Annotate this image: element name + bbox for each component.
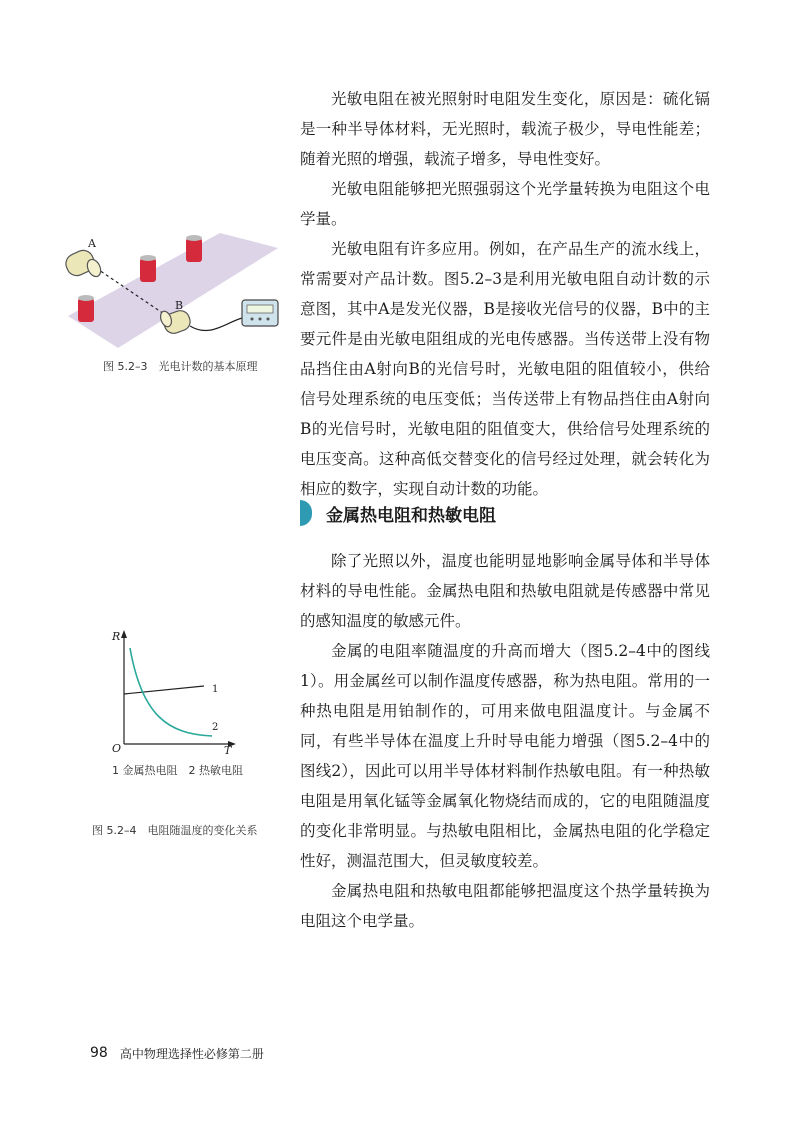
emitter-a-icon: [63, 247, 104, 279]
page-footer: [90, 1045, 264, 1062]
can-icon: [78, 295, 94, 322]
can-icon: [186, 235, 202, 262]
receiver-b-icon: [159, 308, 193, 336]
signal-cable: [190, 318, 242, 331]
counter-device-icon: [242, 300, 278, 326]
intro-text: [300, 84, 710, 504]
paragraph: 除了光照以外，温度也能明显地影响金属导体和半导体材料的导电性能。金属热电阻和热敏电阻就是传感器中常见的感知温度的敏感元件。: [300, 552, 710, 630]
curve-2-thermistor: [130, 648, 212, 736]
section-title: 金属热电阻和热敏电阻: [326, 505, 496, 526]
figure2-legend: 1 金属热电阻 2 热敏电阻: [112, 764, 243, 777]
section-heading: [300, 498, 496, 528]
curve-1-label: 1: [212, 684, 219, 695]
figure1-caption: 图 5.2–3 光电计数的基本原理: [103, 360, 258, 373]
curve-2-label: 2: [212, 722, 219, 733]
page-number: 98: [90, 1045, 108, 1061]
label-b: B: [175, 299, 184, 312]
resistance-temperature-graph: [108, 626, 238, 756]
photoelectric-counter-figure: [60, 228, 280, 348]
section-marker-icon: [300, 500, 312, 526]
paragraph: 金属热电阻和热敏电阻都能够把温度这个热学量转换为电阻这个电学量。: [300, 882, 710, 930]
paragraph: 光敏电阻能够把光照强弱这个光学量转换为电阻这个电学量。: [300, 180, 710, 228]
can-icon: [140, 255, 156, 282]
paragraph: 光敏电阻在被光照射时电阻发生变化，原因是：硫化镉是一种半导体材料，无光照时，载流子极少，导电性能差；随着光照的增强，载流子增多，导电性变好。: [300, 90, 710, 168]
y-axis-arrow-icon: [121, 630, 127, 638]
paragraph: 光敏电阻有许多应用。例如，在产品生产的流水线上，常需要对产品计数。图5.2–3是利用光敏电阻自动计数的示意图，其中A是发光仪器，B是接收光信号的仪器，B中的主要元件是由光敏电阻组成的光电传感器。当传送带上没有物品挡住由A射向B的光信号时，光敏电阻的阻值较小，供给信号处理系统的电压变低；当传送带上有物品挡住由A射向B的光信号时，光敏电阻的阻值变大，供给信号处理系统的电压变高。这种高低交替变化的信号经过处理，就会转化为相应的数字，实现自动计数的功能。: [300, 240, 710, 498]
axis-x-label: T: [224, 744, 232, 756]
axis-y-label: R: [112, 630, 121, 643]
section-text: [300, 546, 710, 936]
figure2-caption: 图 5.2–4 电阻随温度的变化关系: [92, 824, 258, 837]
label-a: A: [88, 237, 96, 250]
curve-1-metal: [124, 686, 204, 694]
book-title: 高中物理选择性必修第二册: [119, 1047, 264, 1061]
paragraph: 金属的电阻率随温度的升高而增大（图5.2–4中的图线1）。用金属丝可以制作温度传感器，称为热电阻。常用的一种热电阻是用铂制作的，可用来做电阻温度计。与金属不同，有些半导体在温度上升时导电能力增强（图5.2–4中的图线2），因此可以用半导体材料制作热敏电阻。有一种热敏电阻是用氧化锰等金属氧化物烧结而成的，它的电阻随温度的变化非常明显。与热敏电阻相比，金属热电阻的化学稳定性好，测温范围大，但灵敏度较差。: [300, 642, 710, 870]
origin-label: O: [112, 742, 122, 755]
